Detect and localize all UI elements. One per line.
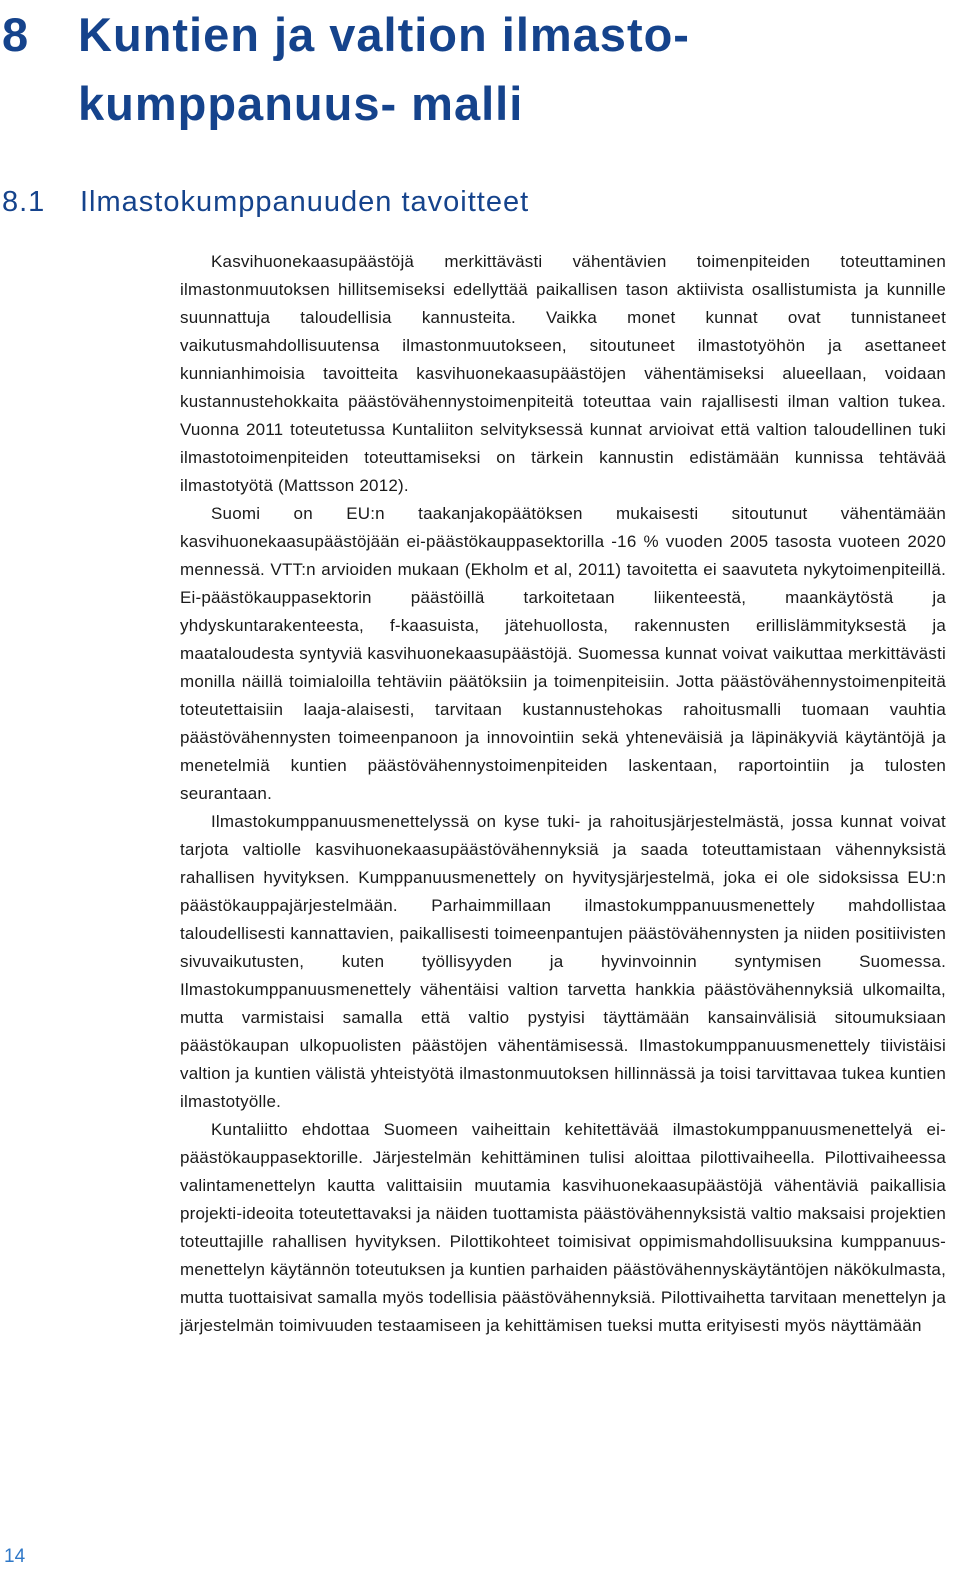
chapter-title: Kuntien ja valtion ilmasto-kumppanuus- malli [78,8,690,130]
paragraph: Kasvihuonekaasupäästöjä merkittävästi vähentävien toimenpiteiden toteuttaminen ilmastonmuutoksen hillitsemiseksi edellyttää paikallisen tason aktiivista osallistumista ja kunnille suunnattuja taloudellisia kannusteita. Vaikka monet kunnat ovat tunnistaneet vaikutusmahdollisuutensa ilmastonmuutokseen, sitoutuneet ilmastotyöhön ja asettaneet kunnianhimoisia tavoitteita kasvihuonekaasupäästöjen vähentämiseksi alueellaan, voidaan kustannustehokkaita päästövähennystoimenpiteitä toteuttaa vain rajallisesti ilman valtion tukea. Vuonna 2011 toteutetussa Kuntaliiton selvityksessä kunnat arvioivat että valtion taloudellinen tuki ilmastotoimenpiteiden toteuttamiseksi on tärkein kannustin edistämään kunnissa tehtävää ilmastotyötä (Mattsson 2012). [180,252,946,495]
section-heading [0,182,940,222]
section-title: Ilmastokumppanuuden tavoitteet [80,186,530,218]
body-text [180,248,946,1340]
chapter-heading [0,0,940,138]
section-number: 8.1 [2,186,46,218]
paragraph: Suomi on EU:n taakanjakopäätöksen mukaisesti sitoutunut vähentämään kasvihuonekaasupäästöjään ei-päästökauppasektorilla -16 % vuoden 2005 tasosta vuoteen 2020 mennessä. VTT:n arvioiden mukaan (Ekholm et al, 2011) tavoitetta ei saavuteta nykytoimenpiteillä. Ei-päästökauppasektorin päästöillä tarkoitetaan liikenteestä, maankäytöstä ja yhdyskuntarakenteesta, f-kaasuista, jätehuollosta, rakennusten erillislämmityksestä ja maataloudesta syntyviä kasvihuonekaasupäästöjä. Suomessa kunnat voivat vaikuttaa merkittävästi monilla näillä toimialoilla tehtäviin päätöksiin ja toimenpiteisiin. Jotta päästövähennystoimenpiteitä toteutettaisiin laaja-alaisesti, tarvitaan kustannustehokas rahoitusmalli tuomaan vauhtia päästövähennysten toimeenpanoon ja innovointiin sekä yhteneväisiä ja läpinäkyviä käytäntöjä ja menetelmiä kuntien päästövähennystoimenpiteiden laskentaan, raportointiin ja tulosten seurantaan. [180,504,946,803]
page-number: 14 [4,1546,26,1567]
chapter-number: 8 [2,8,30,61]
paragraph: Kuntaliitto ehdottaa Suomeen vaiheittain kehitettävää ilmastokumppanuusmenettelyä ei-päästökauppasektorille. Järjestelmän kehittäminen tulisi aloittaa pilottivaiheella. Pilottivaiheessa valintamenettelyn kautta valittaisiin muutamia kasvihuonekaasupäästöjä vähentäviä paikallisia projekti-ideoita toteutettavaksi ja näiden tuottamista päästövähennyksistä valtio maksaisi projektien toteuttajille rahallisen hyvityksen. Pilottikohteet toimisivat oppimismahdollisuuksina kumppanuus-menettelyn käytännön toteutuksen ja kuntien parhaiden päästövähennyskäytäntöjen näkökulmasta, mutta tuottaisivat samalla myös todellisia päästövähennyksiä. Pilottivaihetta tarvitaan menettelyn ja järjestelmän toimivuuden testaamiseen ja kehittämisen tueksi mutta erityisesti myös näyttämään [180,1120,946,1335]
paragraph: Ilmastokumppanuusmenettelyssä on kyse tuki- ja rahoitusjärjestelmästä, jossa kunnat voivat tarjota valtiolle kasvihuonekaasupäästövähennyksiä ja saada toteuttamistaan vähennyksistä rahallisen hyvityksen. Kumppanuusmenettely on hyvitysjärjestelmä, joka ei ole sidoksissa EU:n päästökauppajärjestelmään. Parhaimmillaan ilmastokumppanuusmenettely mahdollistaa taloudellisesti kannattavien, paikallisesti toimeenpantujen päästövähennysten ja niiden positiivisten sivuvaikutusten, kuten työllisyyden ja hyvinvoinnin syntymisen Suomessa. Ilmastokumppanuusmenettely vähentäisi valtion tarvetta hankkia päästövähennyksiä ulkomailta, mutta varmistaisi samalla että valtio pystyisi täyttämään kansainvälisiä sitoumuksiaan päästökaupan ulkopuolisten päästöjen vähentämisessä. Ilmastokumppanuusmenettely tiivistäisi valtion ja kuntien välistä yhteistyötä ilmastonmuutoksen hillinnässä ja toisi tarvittavaa tukea kuntien ilmastotyölle. [180,812,946,1111]
